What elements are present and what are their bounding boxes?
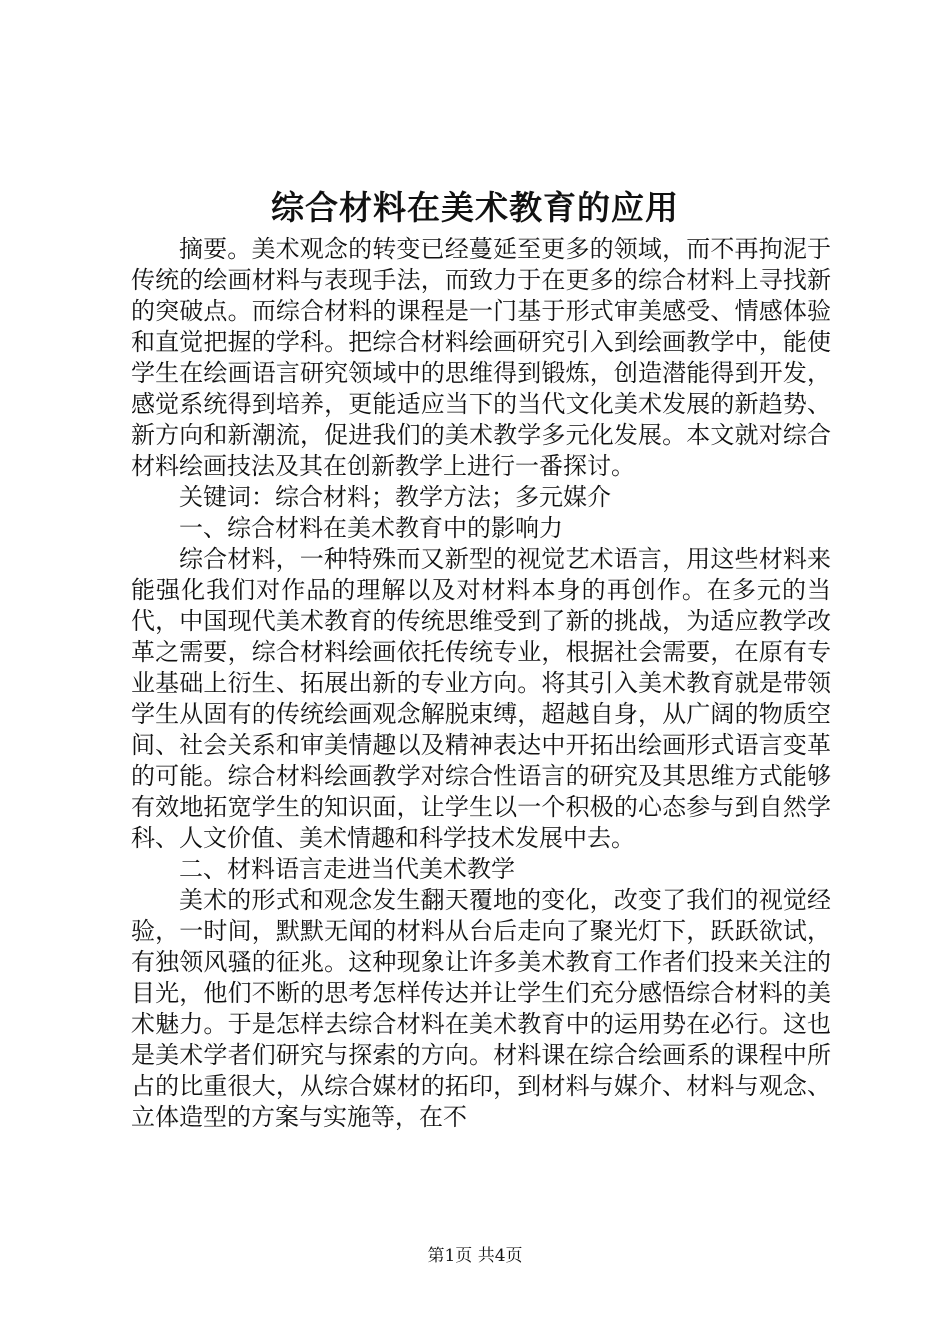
- document-body: [131, 234, 831, 1133]
- body-paragraph: 综合材料，一种特殊而又新型的视觉艺术语言，用这些材料来能强化我们对作品的理解以及对材料本身的再创作。在多元的当代，中国现代美术教育的传统思维受到了新的挑战，为适应教学改革之需要，综合材料绘画依托传统专业，根据社会需要，在原有专业基础上衍生、拓展出新的专业方向。将其引入美术教育就是带领学生从固有的传统绘画观念解脱束缚，超越自身，从广阔的物质空间、社会关系和审美情趣以及精神表达中开拓出绘画形式语言变革的可能。综合材料绘画教学对综合性语言的研究及其思维方式能够有效地拓宽学生的知识面，让学生以一个积极的心态参与到自然学科、人文价值、美术情趣和科学技术发展中去。: [131, 545, 831, 852]
- document-title: 综合材料在美术教育的应用: [271, 188, 679, 227]
- body-paragraph: 美术的形式和观念发生翻天覆地的变化，改变了我们的视觉经验，一时间，默默无闻的材料从台后走向了聚光灯下，跃跃欲试，有独领风骚的征兆。这种现象让许多美术教育工作者们投来关注的目光，他们不断的思考怎样传达并让学生们充分感悟综合材料的美术魅力。于是怎样去综合材料在美术教育中的运用势在必行。这也是美术学者们研究与探索的方向。材料课在综合绘画系的课程中所占的比重很大，从综合媒材的拓印，到材料与媒介、材料与观念、立体造型的方案与实施等，在不: [131, 886, 831, 1131]
- page-number-footer: 第1页 共4页: [427, 1246, 523, 1266]
- keywords-line: 关键词：综合材料；教学方法；多元媒介: [179, 483, 611, 511]
- section-heading-2: 二、材料语言走进当代美术教学: [179, 855, 515, 883]
- abstract-paragraph: 摘要。美术观念的转变已经蔓延至更多的领域，而不再拘泥于传统的绘画材料与表现手法，而致力于在更多的综合材料上寻找新的突破点。而综合材料的课程是一门基于形式审美感受、情感体验和直觉把握的学科。把综合材料绘画研究引入到绘画教学中，能使学生在绘画语言研究领域中的思维得到锻炼，创造潜能得到开发，感觉系统得到培养，更能适应当下的当代文化美术发展的新趋势、新方向和新潮流，促进我们的美术教学多元化发展。本文就对综合材料绘画技法及其在创新教学上进行一番探讨。: [131, 235, 831, 480]
- section-heading-1: 一、综合材料在美术教育中的影响力: [179, 514, 563, 542]
